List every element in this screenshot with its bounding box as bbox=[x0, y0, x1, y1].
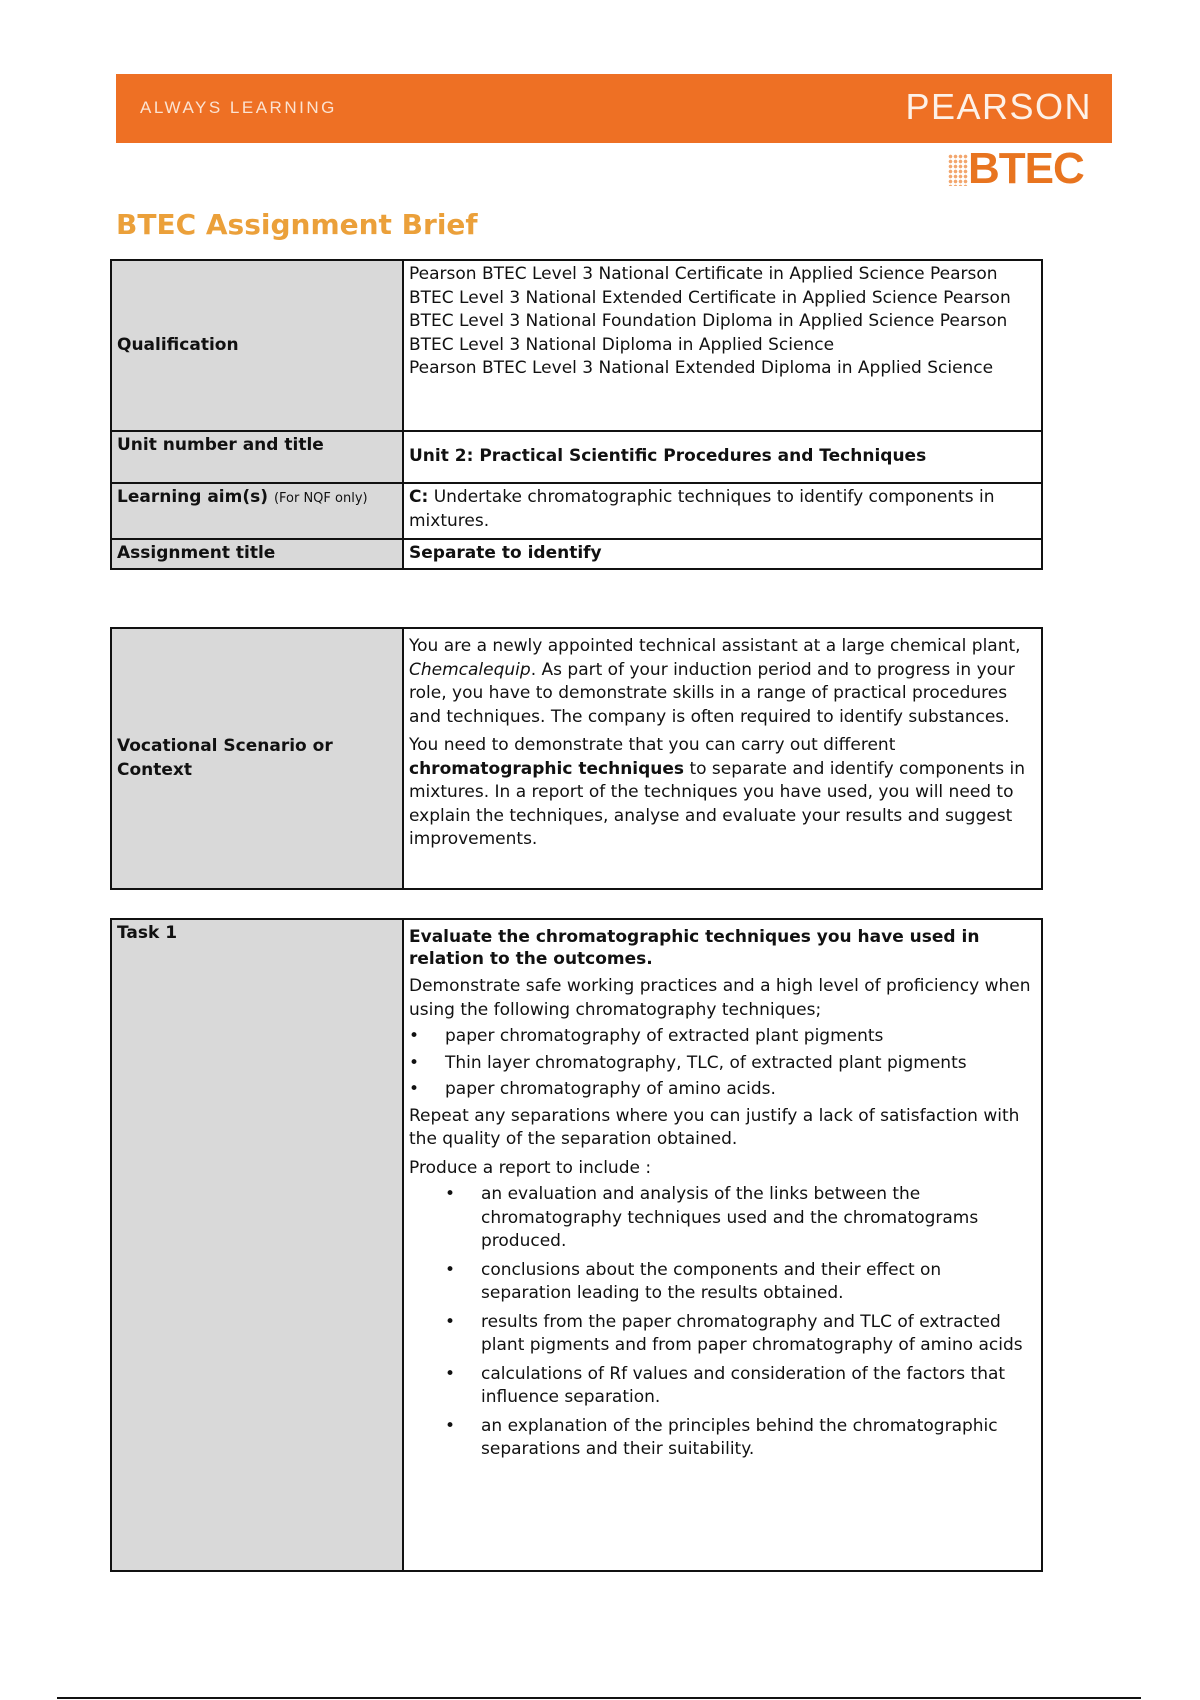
unit-value: Unit 2: Practical Scientific Procedures and Techniques bbox=[403, 431, 1042, 483]
aim-prefix: C: bbox=[409, 487, 429, 507]
list-item: • an explanation of the principles behind the chromatographic separations and their suitability. bbox=[409, 1415, 1036, 1462]
list-item: • an evaluation and analysis of the links between the chromatography techniques used and the chromatograms produced. bbox=[409, 1183, 1036, 1254]
header-banner bbox=[116, 74, 1112, 143]
list-item: • paper chromatography of extracted plant pigments bbox=[409, 1025, 1036, 1049]
task1-label: Task 1 bbox=[111, 919, 403, 1571]
assignment-title-value: Separate to identify bbox=[403, 539, 1042, 569]
dots-icon bbox=[948, 154, 968, 186]
task1-content bbox=[403, 919, 1042, 1571]
aim-text: Undertake chromatographic techniques to identify components in mixtures. bbox=[409, 487, 995, 531]
list-item: • paper chromatography of amino acids. bbox=[409, 1078, 1036, 1102]
scenario-paragraph-2: You need to demonstrate that you can carry out different chromatographic techniques to separate and identify components in mixtures. In a report of the techniques you have used, you will need to explain the techniques, analyse and evaluate your results and suggest improvements. bbox=[409, 735, 1025, 849]
list-item: • conclusions about the components and their effect on separation leading to the results obtained. bbox=[409, 1259, 1036, 1306]
qualification-label: Qualification bbox=[111, 260, 403, 431]
task1-intro: Demonstrate safe working practices and a high level of proficiency when using the following chromatography techniques; bbox=[409, 976, 1031, 1020]
report-items-list bbox=[409, 1183, 1036, 1462]
assignment-title-label: Assignment title bbox=[111, 539, 403, 569]
task1-heading: Evaluate the chromatographic techniques you have used in relation to the outcomes. bbox=[409, 927, 980, 969]
btec-logo bbox=[948, 146, 1093, 194]
qualification-text-2: Pearson BTEC Level 3 National Extended Diploma in Applied Science bbox=[409, 358, 994, 378]
scenario-table bbox=[110, 627, 1043, 890]
task1-report-intro: Produce a report to include : bbox=[409, 1157, 652, 1178]
list-item: • Thin layer chromatography, TLC, of extracted plant pigments bbox=[409, 1052, 1036, 1076]
task1-repeat: Repeat any separations where you can justify a lack of satisfaction with the quality of the separation obtained. bbox=[409, 1105, 1020, 1149]
btec-logo-text: BTEC bbox=[968, 144, 1084, 193]
unit-label: Unit number and title bbox=[111, 431, 403, 483]
pearson-logo: PEARSON bbox=[905, 86, 1092, 127]
learning-aim-note: (For NQF only) bbox=[273, 491, 368, 506]
scenario-paragraph-1: You are a newly appointed technical assistant at a large chemical plant, Chemcalequip. As part of your induction period and to progress in your role, you have to demonstrate skills in a range of practical procedures and techniques. The company is often required to identify substances. bbox=[409, 636, 1021, 727]
qualification-text-1: Pearson BTEC Level 3 National Certificate in Applied Science Pearson BTEC Level 3 National Extended Certificate in Applied Science Pearson BTEC Level 3 National Foundation Diploma in Applied Science Pearson BTEC Level 3 National Diploma in Applied Science bbox=[409, 264, 1011, 355]
page-title: BTEC Assignment Brief bbox=[116, 208, 478, 241]
learning-aim-value bbox=[403, 483, 1042, 539]
learning-aim-label bbox=[111, 483, 403, 539]
qualification-value bbox=[403, 260, 1042, 431]
tagline: ALWAYS LEARNING bbox=[140, 98, 337, 117]
learning-aim-label-text: Learning aim(s) bbox=[117, 487, 269, 507]
details-table bbox=[110, 259, 1043, 570]
list-item: • calculations of Rf values and consideration of the factors that influence separation. bbox=[409, 1363, 1036, 1410]
footer-divider bbox=[57, 1697, 1141, 1699]
task1-table bbox=[110, 918, 1043, 1572]
scenario-text bbox=[403, 628, 1042, 889]
list-item: • results from the paper chromatography and TLC of extracted plant pigments and from paper chromatography of amino acids bbox=[409, 1311, 1036, 1358]
scenario-label: Vocational Scenario or Context bbox=[111, 628, 403, 889]
techniques-list bbox=[409, 1025, 1036, 1102]
